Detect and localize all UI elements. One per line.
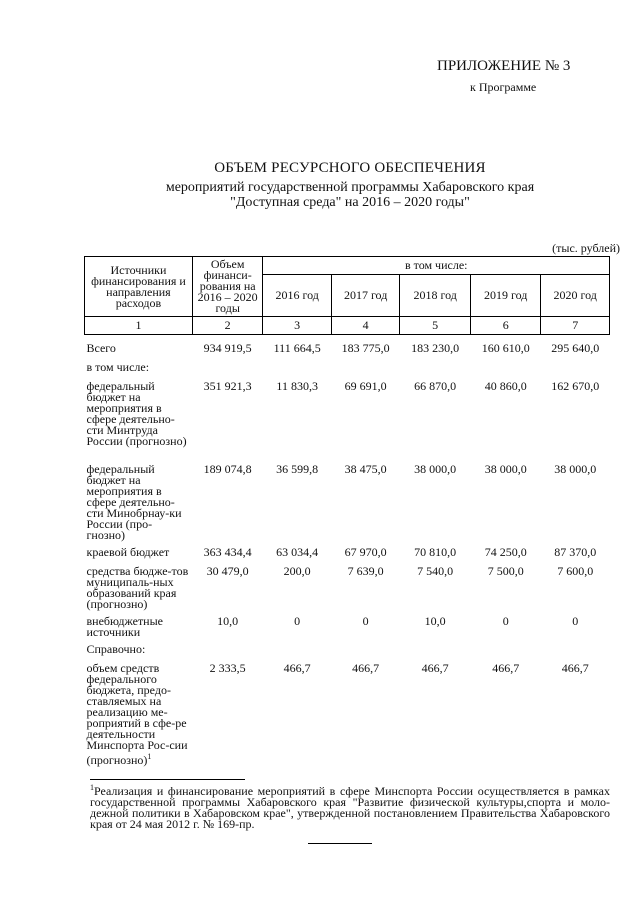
cell-value: 38 000,0	[414, 461, 457, 476]
cell-value: 160 610,0	[481, 341, 530, 355]
appendix-reference: к Программе	[470, 80, 537, 94]
row-label: федеральный бюджет на мероприятия в сфере деятельно-сти Минобрнау-ки России (про-гнозно)	[86, 461, 182, 542]
row-label: краевой бюджет	[86, 544, 170, 559]
table-row-including	[85, 358, 610, 377]
cell-value: 183 230,0	[411, 341, 460, 355]
cell-value: 466,7	[492, 660, 520, 675]
cell-value: 40 860,0	[484, 378, 527, 393]
cell-value: 69 691,0	[344, 378, 387, 393]
cell-value: 36 599,8	[276, 461, 319, 476]
table-row-extrabudgetary	[85, 612, 610, 640]
header-year-2018: 2018 год	[400, 275, 471, 317]
row-label: в том числе:	[86, 359, 150, 374]
cell-value: 63 034,4	[276, 544, 319, 559]
header-including: в том числе:	[263, 257, 610, 275]
table-row-minsport	[85, 659, 610, 766]
cell-value: 934 919,5	[203, 341, 252, 355]
table-row-federal-minobrnauki	[85, 460, 610, 543]
document-subtitle-line-2: "Доступная среда" на 2016 – 2020 годы"	[230, 195, 470, 210]
cell-value: 295 640,0	[551, 341, 600, 355]
cell-value: 67 970,0	[344, 544, 387, 559]
cell-value: 351 921,3	[203, 378, 252, 393]
column-number: 1	[85, 317, 193, 335]
cell-value: 74 250,0	[484, 544, 527, 559]
cell-value: 189 074,8	[203, 461, 252, 476]
header-year-2016: 2016 год	[263, 275, 331, 317]
header-sources: Источники финансирования и направления расходов	[85, 257, 193, 317]
cell-value: 0	[502, 613, 509, 628]
header-year-2019: 2019 год	[470, 275, 541, 317]
column-number: 4	[331, 317, 399, 335]
cell-value: 183 775,0	[341, 341, 390, 355]
cell-value: 0	[572, 613, 579, 628]
cell-value: 466,7	[421, 660, 449, 675]
column-number: 5	[400, 317, 471, 335]
footnote	[90, 782, 610, 830]
table-row-regional	[85, 543, 610, 562]
header-year-2020: 2020 год	[541, 275, 610, 317]
cell-value: 466,7	[561, 660, 589, 675]
table-row-municipal	[85, 562, 610, 612]
row-label: федеральный бюджет на мероприятия в сфере деятельно-сти Минтруда России (прогнозно)	[86, 378, 187, 448]
cell-value: 38 000,0	[554, 461, 597, 476]
column-number: 3	[263, 317, 331, 335]
row-label: Всего	[86, 341, 116, 355]
cell-value: 162 670,0	[551, 378, 600, 393]
row-label	[85, 659, 193, 766]
cell-value: 11 830,3	[276, 378, 318, 393]
cell-value: 38 475,0	[344, 461, 387, 476]
header-total: Объем финанси-рования на 2016 – 2020 годы	[192, 257, 263, 317]
cell-value: 38 000,0	[484, 461, 527, 476]
table-row-total	[85, 335, 610, 358]
cell-value: 7 639,0	[347, 563, 384, 578]
column-number: 2	[192, 317, 263, 335]
column-number: 7	[541, 317, 610, 335]
document-title: ОБЪЕМ РЕСУРСНОГО ОБЕСПЕЧЕНИЯ	[214, 160, 486, 176]
cell-value: 66 870,0	[414, 378, 457, 393]
footnote-mark: 1	[90, 783, 94, 792]
cell-value: 200,0	[283, 563, 311, 578]
resource-table	[84, 256, 610, 766]
footnote-separator	[90, 779, 245, 780]
footnote-text: Реализация и финансирование мероприятий в сфере Минспорта России осуществляется в рамках государственной программы Хабаровского края "Развитие физической культуры,спорта и моло-дежной политики в Хабаровском крае", утвержденной постановлением Правительства Хабаровского края от 24 мая 2012 г. № 169-пр.	[90, 784, 610, 831]
cell-value: 0	[294, 613, 301, 628]
cell-value: 87 370,0	[554, 544, 597, 559]
cell-value: 111 664,5	[273, 341, 321, 355]
row-label: Справочно:	[86, 641, 146, 656]
header-year-2017: 2017 год	[331, 275, 399, 317]
cell-value: 7 500,0	[487, 563, 524, 578]
units-label: (тыс. рублей)	[552, 241, 620, 255]
table-row-reference	[85, 640, 610, 659]
document-subtitle-line-1: мероприятий государственной программы Хабаровского края	[165, 180, 535, 195]
cell-value: 466,7	[352, 660, 380, 675]
cell-value: 10,0	[424, 613, 446, 628]
cell-value: 10,0	[217, 613, 239, 628]
column-number: 6	[470, 317, 541, 335]
cell-value: 466,7	[283, 660, 311, 675]
appendix-number: ПРИЛОЖЕНИЕ № 3	[437, 58, 571, 74]
cell-value: 70 810,0	[414, 544, 457, 559]
cell-value: 363 434,4	[203, 544, 252, 559]
row-label-text: объем средств федерального бюджета, предо-ставляемых на реализацию ме-роприятий в сфе-ре деятельности Минспорта Рос-сии (прогнозно)	[86, 660, 188, 767]
cell-value: 2 333,5	[209, 660, 246, 675]
cell-value: 30 479,0	[206, 563, 249, 578]
cell-value: 7 540,0	[417, 563, 454, 578]
row-label: средства бюдже-тов муниципаль-ных образований края (прогнозно)	[86, 563, 189, 611]
end-separator	[308, 843, 372, 844]
footnote-reference: 1	[147, 751, 152, 761]
table-row-federal-mintrud	[85, 377, 610, 460]
cell-value: 0	[362, 613, 369, 628]
cell-value: 7 600,0	[557, 563, 594, 578]
row-label: внебюджетные источники	[86, 613, 163, 639]
